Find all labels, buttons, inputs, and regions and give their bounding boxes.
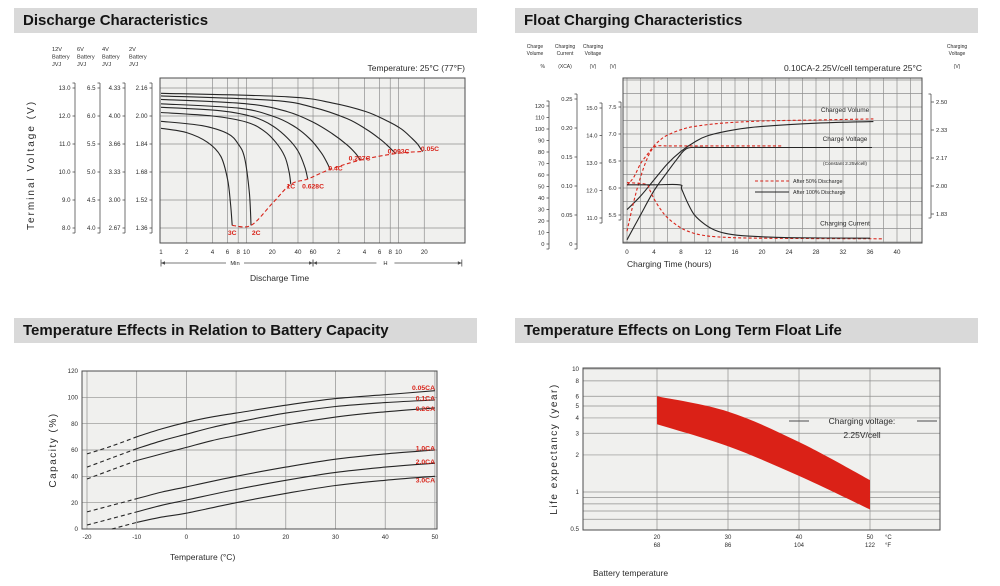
right-axis-tick: 2.00: [936, 184, 948, 191]
plot-label: Charge Voltage: [822, 136, 868, 144]
svg-text:15.0: 15.0: [586, 106, 598, 113]
temperature-annotation: Temperature: 25°C (77°F): [367, 63, 465, 73]
x-tick: 8: [679, 249, 683, 256]
x-tick: 2: [337, 249, 341, 256]
svg-text:4.33: 4.33: [108, 85, 121, 93]
x-unit-fahrenheit: °F: [885, 543, 892, 549]
svg-text:7.5: 7.5: [608, 105, 617, 112]
svg-text:6.5: 6.5: [608, 159, 617, 166]
conditions-annotation: 0.10CA-2.25V/cell temperature 25°C: [783, 63, 922, 73]
svg-text:13.0: 13.0: [58, 85, 71, 93]
discharge-chart-content: [26, 47, 465, 283]
y-tick: 10: [572, 366, 579, 374]
svg-text:1.52: 1.52: [135, 197, 148, 205]
x-tick: 4: [652, 249, 656, 256]
y-tick: 120: [67, 368, 78, 376]
svg-text:0: 0: [541, 242, 545, 249]
right-axis-tick: 2.33: [936, 128, 948, 135]
x-tick-celsius: 40: [795, 535, 803, 541]
plot-area: [160, 78, 465, 243]
y-scale-header: 12V: [52, 47, 62, 53]
axis-header: Charging: [554, 44, 576, 50]
x-tick: 60: [309, 249, 317, 256]
section-title-temp-float-life: [515, 318, 978, 343]
y-tick: 3: [575, 430, 579, 438]
y-tick: 20: [71, 499, 78, 507]
svg-text:11.0: 11.0: [586, 216, 598, 223]
svg-text:1.36: 1.36: [135, 225, 148, 233]
y-axis-title: Life expectancy (year): [549, 383, 560, 515]
svg-text:12.0: 12.0: [586, 188, 598, 195]
axis-header: Current: [556, 51, 574, 57]
legend-label: After 100% Discharge: [793, 190, 846, 196]
x-tick: 32: [839, 249, 847, 256]
x-tick: 6: [225, 249, 230, 256]
svg-text:110: 110: [535, 115, 545, 122]
svg-text:8.0: 8.0: [62, 225, 71, 233]
svg-text:1.84: 1.84: [135, 141, 148, 149]
rate-label: 0.4C: [328, 165, 343, 173]
x-tick-celsius: 50: [866, 535, 874, 541]
y-tick: 60: [71, 447, 78, 455]
temp-capacity-chart-content: [48, 368, 439, 562]
x-axis-title: Temperature (°C): [170, 552, 236, 562]
svg-text:30: 30: [538, 207, 545, 214]
charging-voltage-annotation: 2.25V/cell: [843, 430, 881, 440]
axis-header: Charge: [526, 44, 544, 50]
svg-text:3.00: 3.00: [108, 197, 121, 205]
axis-header: Charging: [946, 44, 968, 50]
y-axis-title: Capacity (%): [48, 412, 59, 488]
x-tick: 36: [866, 249, 874, 256]
y-scale-header: Battery: [77, 54, 95, 61]
y-scale-header: Battery: [52, 54, 70, 61]
rate-label: 0.093C: [387, 148, 410, 156]
svg-text:5.5: 5.5: [608, 213, 617, 220]
discharge-characteristics-chart: [20, 40, 500, 290]
svg-text:3.33: 3.33: [108, 169, 121, 177]
svg-text:120: 120: [534, 104, 545, 111]
float-charging-chart-content: [527, 44, 968, 269]
svg-text:12.0: 12.0: [58, 113, 71, 121]
svg-text:60: 60: [538, 173, 545, 180]
rate-label: 0.1CA: [415, 395, 435, 403]
charging-voltage-annotation: Charging voltage:: [828, 416, 896, 426]
x-tick: 50: [431, 534, 439, 541]
x-unit-span-label: H: [383, 261, 388, 267]
svg-text:1.68: 1.68: [135, 169, 148, 177]
x-tick: 20: [758, 249, 766, 256]
right-axis-tick: 2.50: [936, 100, 948, 107]
x-tick: 0: [184, 534, 189, 541]
x-axis-title: Charging Time (hours): [627, 259, 712, 269]
axis-header: Voltage: [948, 51, 966, 57]
y-tick: 40: [71, 473, 78, 481]
svg-text:5.5: 5.5: [87, 141, 96, 149]
rate-label: 0.05CA: [411, 385, 435, 393]
x-tick: 4: [362, 249, 367, 256]
svg-text:0.10: 0.10: [561, 184, 573, 191]
rate-label: 3.0CA: [415, 477, 435, 485]
rate-label: 0.05C: [420, 146, 440, 153]
y-axis-title: Terminal Voltage (V): [26, 99, 37, 231]
y-tick: 2: [575, 452, 579, 460]
temp-capacity-chart: [20, 348, 500, 584]
plot-label: (Constant 2.25v/cell): [823, 161, 868, 167]
axis-unit: (XCA): [558, 64, 572, 70]
x-tick: 40: [294, 249, 302, 256]
svg-text:6.0: 6.0: [87, 113, 96, 121]
x-axis-title: Discharge Time: [250, 273, 310, 283]
x-tick: 40: [381, 534, 389, 541]
y-scale-header: JVJ: [129, 62, 139, 68]
y-tick: 5: [575, 403, 579, 411]
x-tick: 4: [210, 249, 215, 256]
y-tick: 0: [74, 526, 78, 534]
y-tick: 100: [67, 394, 78, 402]
rate-label: 0.628C: [302, 183, 324, 191]
rate-label: 0.2CA: [415, 406, 435, 414]
axis-unit: %: [540, 64, 545, 70]
y-scale-header: 4V: [102, 47, 109, 53]
rate-label: 2C: [251, 230, 261, 237]
y-scale-header: 2V: [129, 47, 136, 53]
right-axis-tick: 1.83: [936, 212, 948, 219]
right-axis-tick: 2.17: [936, 156, 948, 163]
x-tick: 1: [159, 249, 163, 256]
section-title-text: Discharge Characteristics: [23, 12, 209, 29]
x-tick: 10: [395, 249, 402, 256]
y-scale-header: JVJ: [102, 62, 112, 68]
axis-header: Charging: [582, 44, 604, 50]
plot-label: Charging Current: [820, 220, 870, 228]
x-axis-title: Battery temperature: [593, 568, 669, 578]
svg-text:10: 10: [538, 230, 545, 237]
rate-label: 0.207C: [348, 155, 371, 163]
y-tick: 1: [575, 489, 579, 497]
x-tick: 0: [625, 249, 629, 256]
x-tick-celsius: 30: [724, 535, 732, 541]
svg-text:100: 100: [534, 127, 545, 134]
legend-label: After 50% Discharge: [793, 179, 843, 185]
x-tick: 16: [731, 249, 739, 256]
x-tick: 6: [377, 249, 382, 256]
rate-label: 1.0CA: [415, 445, 435, 453]
x-tick: 2: [185, 249, 189, 256]
x-tick: -20: [82, 534, 92, 541]
y-scale-header: JVJ: [77, 62, 87, 68]
x-tick: 30: [332, 534, 339, 541]
svg-text:80: 80: [538, 150, 545, 157]
x-tick-fahrenheit: 68: [653, 543, 661, 549]
y-scale-header: 6V: [77, 47, 84, 53]
svg-text:0.20: 0.20: [561, 126, 573, 133]
axis-unit: (V): [953, 64, 961, 70]
x-tick-fahrenheit: 122: [864, 543, 876, 549]
svg-text:0.05: 0.05: [561, 213, 573, 220]
x-tick: 20: [268, 249, 276, 256]
section-title-text: Float Charging Characteristics: [524, 12, 743, 29]
svg-text:0.25: 0.25: [561, 97, 573, 104]
svg-text:4.00: 4.00: [108, 113, 121, 121]
svg-text:5.0: 5.0: [87, 169, 96, 177]
section-title-temp-capacity: [14, 318, 477, 343]
y-tick: 6: [575, 393, 579, 401]
rate-label: 3C: [227, 230, 237, 237]
svg-text:4.5: 4.5: [87, 197, 96, 205]
float-charging-chart: [505, 40, 1000, 290]
x-tick: 10: [232, 534, 240, 541]
svg-text:9.0: 9.0: [62, 197, 71, 205]
x-tick: 8: [388, 249, 392, 256]
y-tick: 8: [575, 378, 579, 386]
svg-text:20: 20: [538, 219, 545, 226]
y-scale-header: Battery: [129, 54, 147, 61]
svg-text:2.67: 2.67: [108, 225, 121, 233]
section-title-text: Temperature Effects in Relation to Battery Capacity: [23, 322, 389, 339]
svg-text:3.66: 3.66: [108, 141, 121, 149]
svg-text:14.0: 14.0: [586, 133, 598, 140]
section-title-text: Temperature Effects on Long Term Float Life: [524, 322, 842, 339]
svg-text:7.0: 7.0: [608, 132, 617, 139]
x-tick-fahrenheit: 104: [793, 543, 805, 549]
svg-text:11.0: 11.0: [59, 141, 71, 149]
x-tick: -10: [132, 534, 142, 541]
svg-text:40: 40: [538, 196, 545, 203]
rate-label: 2.0CA: [415, 458, 435, 466]
section-title-discharge: [14, 8, 477, 33]
float-life-chart-content: [549, 366, 940, 578]
axis-header: Voltage: [584, 51, 602, 57]
x-tick: 8: [236, 249, 240, 256]
y-tick: 0.5: [570, 526, 579, 534]
svg-text:2.00: 2.00: [135, 113, 148, 121]
svg-text:0: 0: [569, 242, 573, 249]
svg-text:2.16: 2.16: [135, 85, 148, 93]
x-tick: 12: [704, 249, 712, 256]
x-unit-span-label: Min: [230, 261, 240, 267]
x-tick: 24: [785, 249, 793, 256]
x-tick: 40: [893, 249, 901, 256]
svg-text:4.0: 4.0: [87, 225, 96, 233]
svg-text:90: 90: [538, 138, 545, 145]
section-title-float-charging: [515, 8, 978, 33]
y-tick: 4: [575, 415, 579, 423]
y-tick: 80: [71, 420, 78, 428]
x-tick: 20: [282, 534, 290, 541]
rate-label: 1C: [286, 183, 296, 191]
plot-label: Charged Volume: [820, 106, 870, 114]
svg-text:10.0: 10.0: [58, 169, 71, 177]
svg-text:6.0: 6.0: [608, 186, 617, 193]
svg-text:13.0: 13.0: [586, 161, 598, 168]
svg-text:50: 50: [538, 184, 545, 191]
svg-text:0.15: 0.15: [561, 155, 573, 162]
svg-text:6.5: 6.5: [87, 85, 96, 93]
x-tick: 10: [243, 249, 250, 256]
x-tick: 28: [812, 249, 820, 256]
y-scale-header: Battery: [102, 54, 120, 61]
x-unit-celsius: °C: [885, 535, 892, 541]
x-tick: 20: [420, 249, 428, 256]
y-scale-header: JVJ: [52, 62, 62, 68]
svg-text:70: 70: [538, 161, 545, 168]
axis-header: Volume: [526, 51, 544, 57]
axis-unit: (V): [589, 64, 597, 70]
axis-unit: (V): [609, 64, 617, 70]
x-tick-celsius: 20: [653, 535, 661, 541]
x-tick-fahrenheit: 86: [724, 543, 732, 549]
float-life-chart: [505, 348, 1000, 584]
